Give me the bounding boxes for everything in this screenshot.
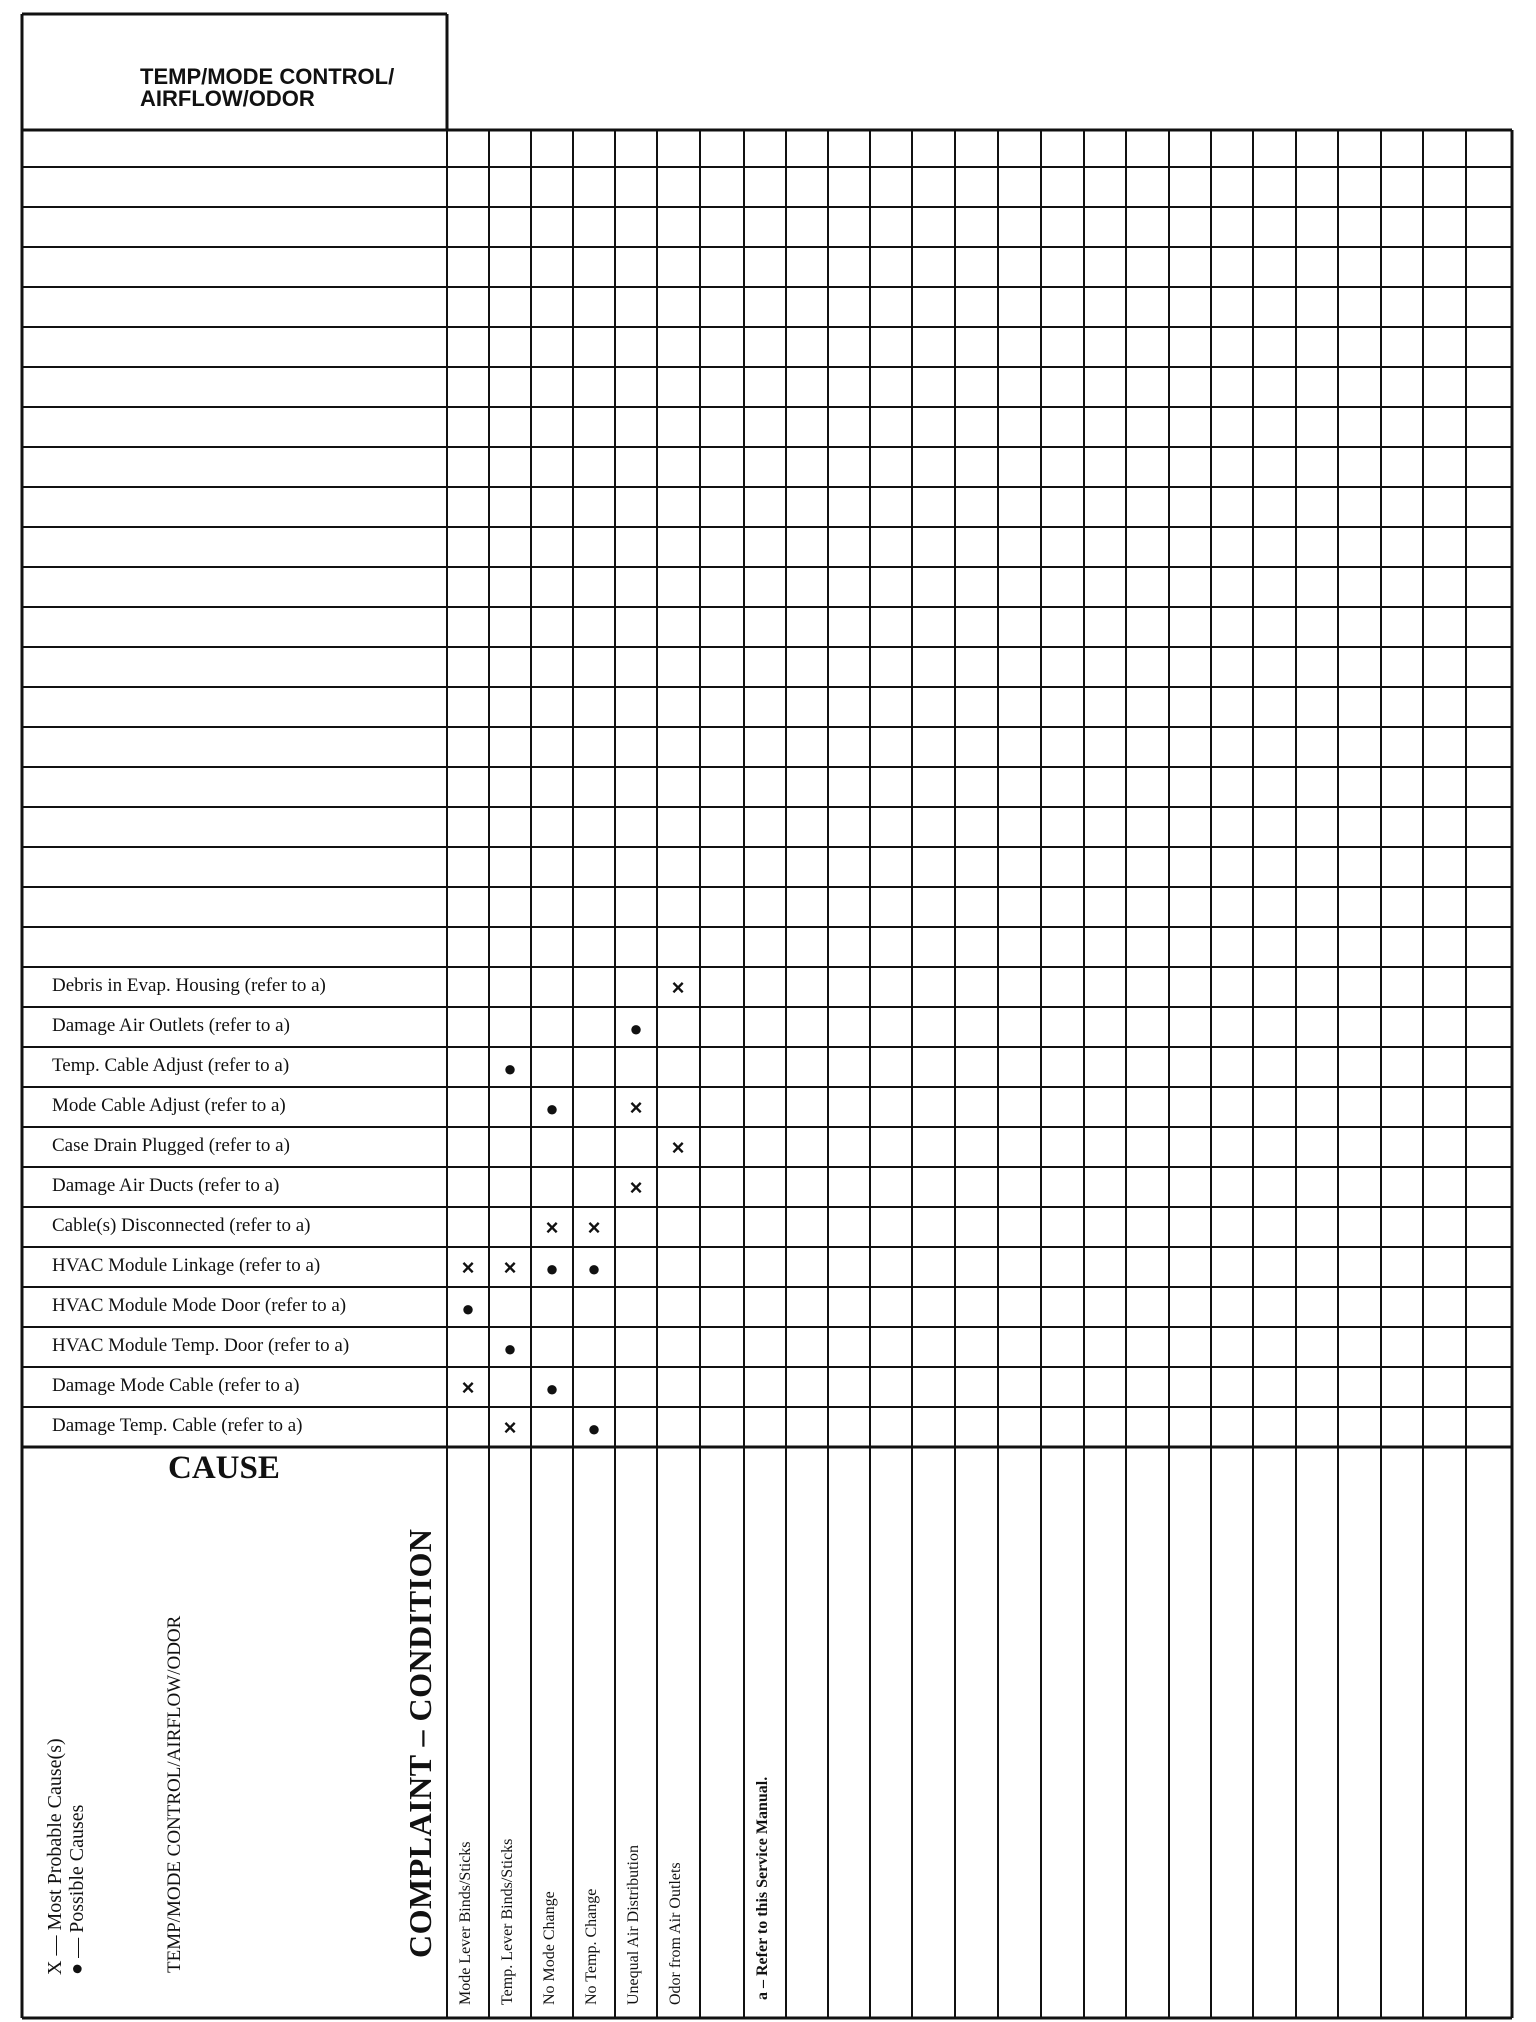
possible-cause-mark: ● <box>545 1256 559 1281</box>
complaint-column-label: Mode Lever Binds/Sticks <box>457 1841 474 2005</box>
cause-label: HVAC Module Linkage (refer to a) <box>52 1255 321 1276</box>
most-probable-cause-mark: × <box>629 1175 643 1200</box>
chart-title-line2: AIRFLOW/ODOR <box>140 86 315 111</box>
complaint-header: COMPLAINT – CONDITION <box>402 1528 438 1958</box>
cause-label: Cable(s) Disconnected (refer to a) <box>52 1215 311 1236</box>
chart-title-line1: TEMP/MODE CONTROL/ <box>140 64 395 89</box>
cause-label: Debris in Evap. Housing (refer to a) <box>52 975 326 996</box>
complaint-column-label: Unequal Air Distribution <box>625 1845 642 2005</box>
most-probable-cause-mark: × <box>587 1215 601 1240</box>
complaint-column-label: No Temp. Change <box>583 1888 600 2005</box>
possible-cause-mark: ● <box>545 1376 559 1401</box>
cause-label: HVAC Module Temp. Door (refer to a) <box>52 1335 350 1356</box>
possible-cause-mark: ● <box>503 1336 517 1361</box>
cause-label: Damage Air Outlets (refer to a) <box>52 1015 290 1036</box>
possible-cause-mark: ● <box>587 1416 601 1441</box>
most-probable-cause-mark: × <box>503 1415 517 1440</box>
most-probable-cause-mark: × <box>461 1375 475 1400</box>
possible-cause-mark: ● <box>629 1016 643 1041</box>
possible-cause-mark: ● <box>503 1056 517 1081</box>
complaint-column-label: Temp. Lever Binds/Sticks <box>499 1838 516 2005</box>
cause-label: HVAC Module Mode Door (refer to a) <box>52 1295 347 1316</box>
possible-cause-mark: ● <box>545 1096 559 1121</box>
cause-label: Mode Cable Adjust (refer to a) <box>52 1095 286 1116</box>
cause-header: CAUSE <box>168 1450 280 1486</box>
complaint-column-label: Odor from Air Outlets <box>667 1862 684 2005</box>
most-probable-cause-mark: × <box>671 1135 685 1160</box>
legend-x: X — Most Probable Cause(s) <box>44 1738 66 1975</box>
most-probable-cause-mark: × <box>503 1255 517 1280</box>
most-probable-cause-mark: × <box>671 975 685 1000</box>
section-label: TEMP/MODE CONTROL/AIRFLOW/ODOR <box>164 1615 185 1973</box>
most-probable-cause-mark: × <box>629 1095 643 1120</box>
legend-dot: ● — Possible Causes <box>66 1804 88 1975</box>
cause-label: Case Drain Plugged (refer to a) <box>52 1135 290 1156</box>
cause-label: Temp. Cable Adjust (refer to a) <box>52 1055 290 1076</box>
chart-title <box>140 66 440 110</box>
cause-label: Damage Temp. Cable (refer to a) <box>52 1415 303 1436</box>
most-probable-cause-mark: × <box>461 1255 475 1280</box>
complaint-column-label: No Mode Change <box>541 1891 558 2005</box>
service-manual-note: a – Refer to this Service Manual. <box>754 1776 771 2000</box>
most-probable-cause-mark: × <box>545 1215 559 1240</box>
cause-label: Damage Air Ducts (refer to a) <box>52 1175 280 1196</box>
cause-label: Damage Mode Cable (refer to a) <box>52 1375 300 1396</box>
possible-cause-mark: ● <box>461 1296 475 1321</box>
possible-cause-mark: ● <box>587 1256 601 1281</box>
legend <box>44 1738 88 1975</box>
